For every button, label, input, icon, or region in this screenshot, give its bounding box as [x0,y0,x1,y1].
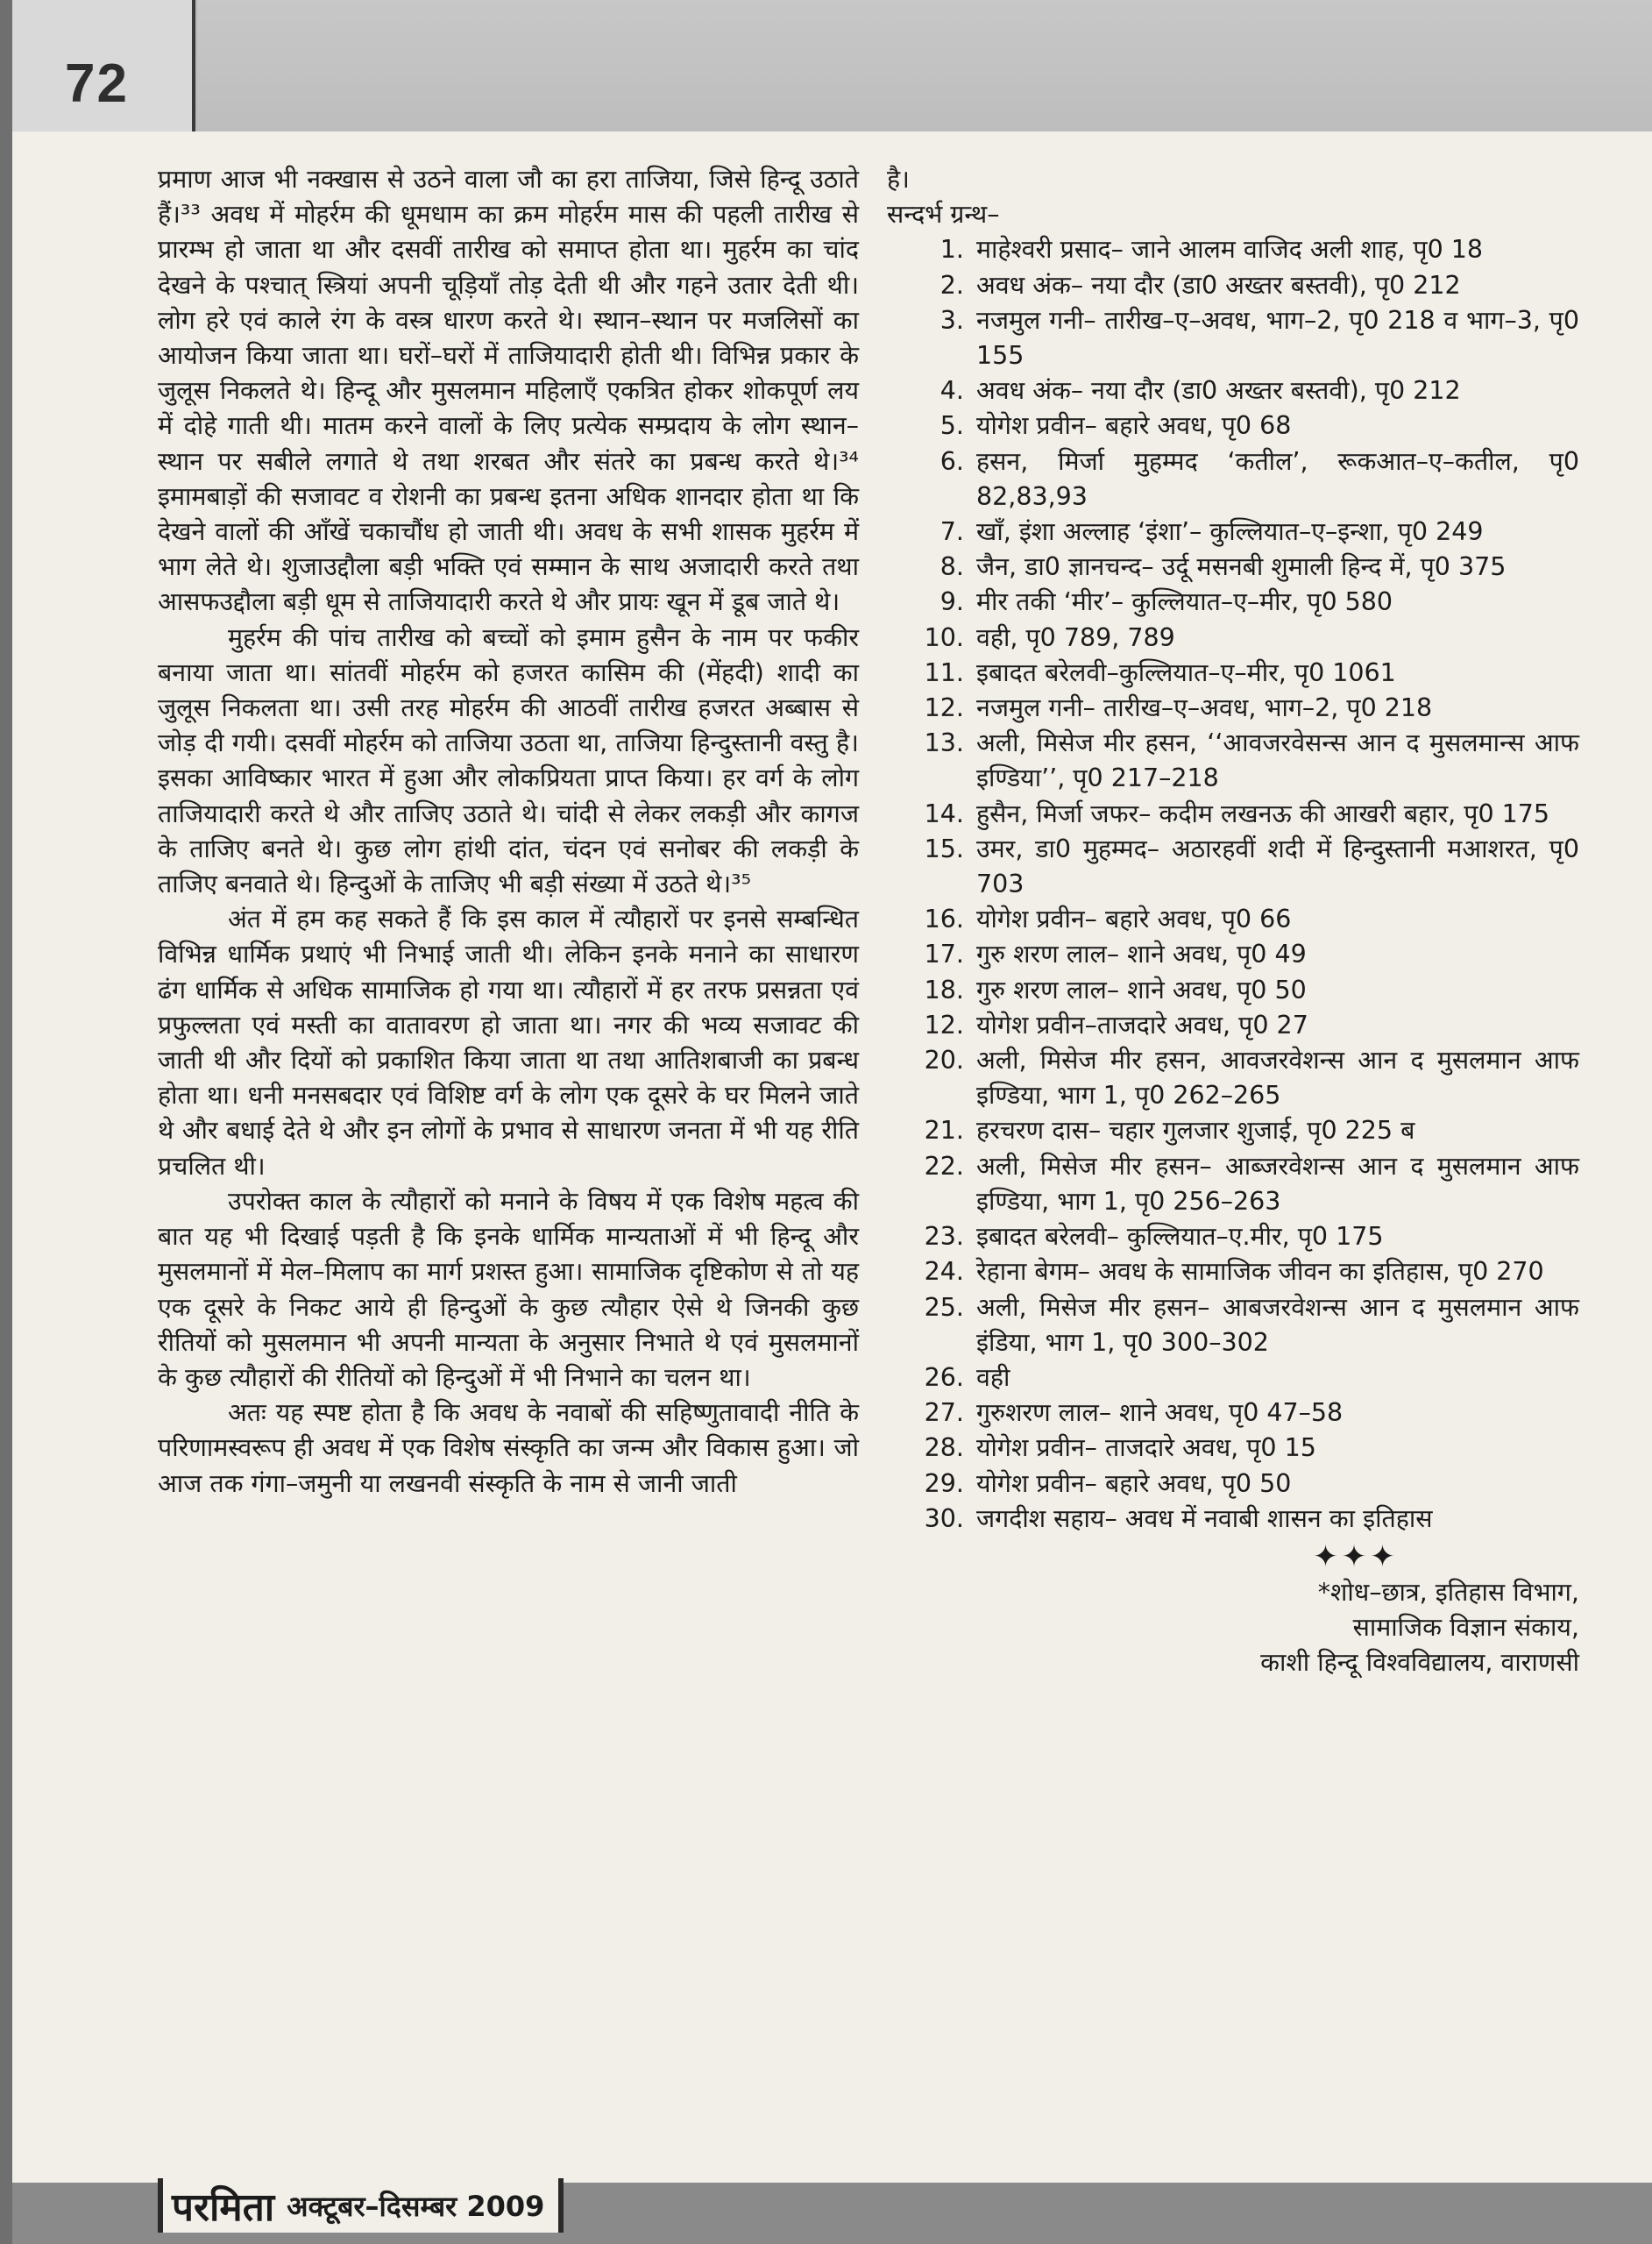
reference-item [887,1219,1579,1254]
reference-text: योगेश प्रवीन–ताजदारे अवध, पृ0 27 [976,1010,1308,1040]
reference-item [887,832,1579,902]
reference-number: 9. [939,587,964,617]
reference-text: योगेश प्रवीन– बहारे अवध, पृ0 50 [976,1468,1292,1498]
paragraph-5: अतः यह स्पष्ट होता है कि अवध के नवाबों की सहिष्णुतावादी नीति के परिणामस्वरूप ही अवध में एक विशेष संस्कृति का जन्म और विकास हुआ। जो आज तक गंगा–जमुनी या लखनवी संस्कृति के नाम से जानी जाती [158,1398,859,1498]
reference-text: अवध अंक– नया दौर (डा0 अख्तर बस्तवी), पृ0 212 [976,270,1461,300]
reference-item [887,1395,1579,1431]
reference-text: खाँ, इंशा अल्लाह ‘इंशा’– कुल्लियात–ए–इन्शा, पृ0 249 [976,517,1484,547]
reference-text: नजमुल गनी– तारीख–ए–अवध, भाग–2, पृ0 218 व भाग–3, पृ0 155 [976,305,1579,371]
reference-item [887,797,1579,832]
header-band-light [197,0,1652,131]
reference-item [887,656,1579,691]
reference-text: गुरु शरण लाल– शाने अवध, पृ0 50 [976,975,1307,1005]
reference-item [887,585,1579,620]
reference-item [887,444,1579,515]
reference-text: रेहाना बेगम– अवध के सामाजिक जीवन का इतिहास, पृ0 270 [976,1257,1544,1287]
reference-text: गुरु शरण लाल– शाने अवध, पृ0 49 [976,940,1307,969]
reference-number: 12. [924,693,964,723]
reference-item [887,1502,1579,1537]
reference-number: 14. [924,799,964,828]
reference-number: 17. [924,940,964,969]
reference-text: मीर तकी ‘मीर’– कुल्लियात–ए–मीर, पृ0 580 [976,587,1393,617]
reference-item [887,973,1579,1008]
reference-item [887,1466,1579,1502]
references-title: सन्दर्भ ग्रन्थ– [887,200,1000,230]
author-affiliation [887,1575,1579,1681]
reference-number: 4. [939,376,964,406]
reference-number: 10. [924,622,964,652]
reference-number: 26. [924,1362,964,1392]
reference-number: 20. [924,1046,964,1076]
reference-item [887,902,1579,937]
reference-item [887,373,1579,408]
reference-item [887,1043,1579,1113]
reference-item [887,408,1579,444]
reference-text: गुरुशरण लाल– शाने अवध, पृ0 47–58 [976,1398,1344,1428]
reference-text: हरचरण दास– चहार गुलजार शुजाई, पृ0 225 ब [976,1116,1415,1146]
reference-item [887,550,1579,585]
footer [158,2178,564,2233]
reference-number: 12. [924,1010,964,1040]
reference-number: 27. [924,1398,964,1428]
reference-number: 25. [924,1292,964,1322]
reference-text: जैन, डा0 ज्ञानचन्द– उर्दू मसनबी शुमाली हिन्द में, पृ0 375 [976,552,1507,582]
reference-item [887,621,1579,656]
reference-item [887,691,1579,726]
paragraph-1: प्रमाण आज भी नक्खास से उठने वाला जौ का हरा ताजिया, जिसे हिन्दू उठाते हैं।³³ अवध में मोहर्रम की धूमधाम का क्रम मोहर्रम मास की पहली तारीख से प्रारम्भ हो जाता था और दसवीं तारीख को समाप्त होता था। मुहर्रम का चांद देखने के पश्चात् स्त्रियां अपनी चूड़ियाँ तोड़ देती थी और गहने उतार देती थी। लोग हरे एवं काले रंग के वस्त्र धारण करते थे। स्थान–स्थान पर मजलिसों का आयोजन किया जाता था। घरों–घरों में ताजियादारी होती थी। विभिन्न प्रकार के जुलूस निकलते थे। हिन्दू और मुसलमान महिलाएँ एकत्रित होकर शोकपूर्ण लय में दोहे गाती थी। मातम करने वालों के लिए प्रत्येक सम्प्रदाय के लोग स्थान–स्थान पर सबीले लगाते थे तथा शरबत और संतरे का प्रबन्ध करते थे।³⁴ इमामबाड़ों की सजावट व रोशनी का प्रबन्ध इतना अधिक शानदार होता था कि देखने वालों की आँखें चकाचौंध हो जाती थी। अवध के सभी शासक मुहर्रम में भाग लेते थे। शुजाउद्दौला बड़ी भक्ति एवं सम्मान के साथ अजादारी करते तथा आसफउद्दौला बड़ी धूम से ताजियादारी करते थे और प्रायः खून में डूब जाते थे। [158,165,860,617]
reference-text: योगेश प्रवीन– ताजदारे अवध, पृ0 15 [976,1433,1316,1463]
continuation-text: है। [887,165,910,194]
reference-item [887,937,1579,972]
reference-number: 3. [939,305,964,335]
reference-text: हसन, मिर्जा मुहम्मद ‘कतील’, रूकआत–ए–कतील, पृ0 82,83,93 [976,446,1579,511]
separator-stars: ✦✦✦ [1313,1538,1399,1574]
reference-text: अली, मिसेज मीर हसन– आबजरवेशन्स आन द मुसलमान आफ इंडिया, भाग 1, पृ0 300–302 [976,1292,1579,1357]
reference-item [887,303,1579,373]
references-list [887,232,1579,1537]
reference-number: 6. [939,446,964,476]
reference-number: 29. [924,1468,964,1498]
reference-text: अवध अंक– नया दौर (डा0 अख्तर बस्तवी), पृ0 212 [976,376,1461,406]
page-number-box [12,0,195,131]
reference-item [887,268,1579,303]
reference-item [887,1360,1579,1395]
reference-text: जगदीश सहाय– अवध में नवाबी शासन का इतिहास [976,1503,1433,1533]
reference-item [887,1254,1579,1289]
reference-text: अली, मिसेज मीर हसन– आब्जरवेशन्स आन द मुसलमान आफ इण्डिया, भाग 1, पृ0 256–263 [976,1151,1579,1216]
page-number: 72 [65,53,129,114]
reference-number: 13. [924,728,964,758]
reference-text: उमर, डा0 मुहम्मद– अठारहवीं शदी में हिन्दुस्तानी मआशरत, पृ0 703 [976,834,1579,899]
right-column [887,162,1579,1681]
reference-text: माहेश्वरी प्रसाद– जाने आलम वाजिद अली शाह, पृ0 18 [976,235,1484,265]
reference-number: 15. [924,834,964,863]
reference-text: योगेश प्रवीन– बहारे अवध, पृ0 66 [976,905,1292,934]
paragraph-3: अंत में हम कह सकते हैं कि इस काल में त्यौहारों पर इनसे सम्बन्धित विभिन्न धार्मिक प्रथाएं भी निभाई जाती थी। लेकिन इनके मनाने का साधारण ढंग धार्मिक से अधिक सामाजिक हो गया था। त्यौहारों में हर तरफ प्रसन्नता एवं प्रफुल्लता एवं मस्ती का वातावरण हो जाता था। नगर की भव्य सजावट की जाती थी और दियों को प्रकाशित किया जाता था तथा आतिशबाजी का प्रबन्ध होता था। धनी मनसबदार एवं विशिष्ट वर्ग के लोग एक दूसरे के घर मिलने जाते थे और बधाई देते थे और इन लोगों के प्रभाव से साधारण जनता में भी यह रीति प्रचलित थी। [158,905,859,1181]
affiliation-line: काशी हिन्दू विश्वविद्यालय, वाराणसी [1260,1648,1579,1678]
left-column [158,162,859,1502]
reference-text: इबादत बरेलवी– कुल्लियात–ए.मीर, पृ0 175 [976,1222,1384,1252]
paragraph-4: उपरोक्त काल के त्यौहारों को मनाने के विषय में एक विशेष महत्व की बात यह भी दिखाई पड़ती है कि इनके धार्मिक मान्यताओं में भी हिन्दू और मुसलमानों में मेल–मिलाप का मार्ग प्रशस्त हुआ। सामाजिक दृष्टिकोण से तो यह एक दूसरे के निकट आये ही हिन्दुओं के कुछ त्यौहार ऐसे थे जिनकी कुछ रीतियों को मुसलमान भी अपनी मान्यता के अनुसार निभाते थे एवं मुसलमानों के कुछ त्यौहारों की रीतियों को हिन्दुओं में भी निभाने का चलन था। [158,1186,859,1392]
reference-item [887,1431,1579,1466]
reference-number: 18. [924,975,964,1005]
reference-number: 28. [924,1433,964,1463]
reference-item [887,515,1579,550]
journal-issue: अक्टूबर–दिसम्बर 2009 [287,2189,545,2223]
reference-number: 11. [924,657,964,687]
reference-text: वही, पृ0 789, 789 [976,622,1175,652]
reference-number: 8. [939,552,964,582]
reference-item [887,1149,1579,1219]
reference-number: 22. [924,1151,964,1181]
reference-item [887,1113,1579,1148]
reference-number: 1. [939,235,964,265]
reference-number: 21. [924,1116,964,1146]
journal-brand: परमिता [172,2185,275,2230]
reference-text: अली, मिसेज मीर हसन, ‘‘आवजरवेसन्स आन द मुसलमान्स आफ इण्डिया’’, पृ0 217–218 [976,728,1579,793]
reference-text: नजमुल गनी– तारीख–ए–अवध, भाग–2, पृ0 218 [976,693,1433,723]
reference-item [887,1290,1579,1360]
page-edge [0,0,12,2244]
reference-item [887,726,1579,796]
reference-number: 7. [939,517,964,547]
reference-number: 5. [939,411,964,441]
reference-text: वही [976,1362,1010,1392]
affiliation-line: *शोध–छात्र, इतिहास विभाग, [1317,1577,1579,1607]
reference-text: हुसैन, मिर्जा जफर– कदीम लखनऊ की आखरी बहार, पृ0 175 [976,799,1550,828]
reference-text: योगेश प्रवीन– बहारे अवध, पृ0 68 [976,411,1292,441]
reference-number: 24. [924,1257,964,1287]
reference-number: 23. [924,1222,964,1252]
reference-number: 16. [924,905,964,934]
affiliation-line: सामाजिक विज्ञान संकाय, [1352,1613,1579,1643]
reference-number: 2. [939,270,964,300]
paragraph-2: मुहर्रम की पांच तारीख को बच्चों को इमाम हुसैन के नाम पर फकीर बनाया जाता था। सांतवीं मोहर्रम को हजरत कासिम की (मेंहदी) शादी का जुलूस निकलता था। उसी तरह मोहर्रम की आठवीं तारीख हजरत अब्बास से जोड़ दी गयी। दसवीं मोहर्रम को ताजिया उठता था, ताजिया हिन्दुस्तानी वस्तु है। इसका आविष्कार भारत में हुआ और लोकप्रियता प्राप्त किया। हर वर्ग के लोग ताजियादारी करते थे और ताजिए उठाते थे। चांदी से लेकर लकड़ी और कागज के ताजिए बनते थे। कुछ लोग हांथी दांत, चंदन एवं सनोबर की लकड़ी के ताजिए बनवाते थे। हिन्दुओं के ताजिए भी बड़ी संख्या में उठते थे।³⁵ [158,622,859,899]
reference-text: इबादत बरेलवी–कुल्लियात–ए–मीर, पृ0 1061 [976,657,1396,687]
reference-item [887,232,1579,267]
reference-number: 30. [924,1503,964,1533]
reference-text: अली, मिसेज मीर हसन, आवजरवेशन्स आन द मुसलमान आफ इण्डिया, भाग 1, पृ0 262–265 [976,1046,1579,1111]
reference-item [887,1008,1579,1043]
